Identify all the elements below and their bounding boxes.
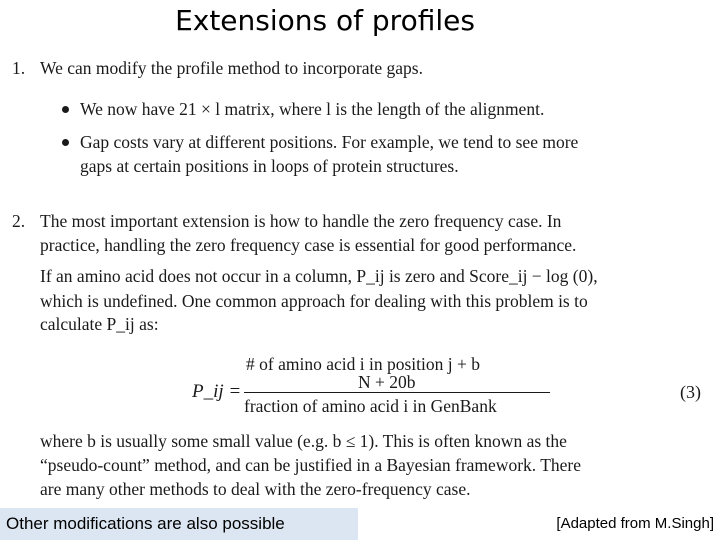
item1-bullet-2-cont: gaps at certain positions in loops of protein structures. bbox=[80, 156, 459, 176]
bullet-dot-1 bbox=[62, 106, 69, 113]
equation-number: (3) bbox=[680, 382, 701, 402]
item2-line-4: which is undefined. One common approach for dealing with this problem is to bbox=[40, 291, 588, 311]
item1-number: 1. bbox=[12, 58, 26, 78]
item2-number: 2. bbox=[12, 211, 26, 231]
after-line-1: where b is usually some small value (e.g. b ≤ 1). This is often known as the bbox=[40, 431, 567, 451]
item1-bullet-2: Gap costs vary at different positions. For example, we tend to see more bbox=[80, 132, 579, 152]
item1-lead: We can modify the profile method to incorporate gaps. bbox=[40, 58, 423, 78]
item2-line-1: The most important extension is how to handle the zero frequency case. In bbox=[40, 211, 562, 231]
after-line-3: are many other methods to deal with the zero-frequency case. bbox=[40, 479, 471, 499]
formula-denominator: fraction of amino acid i in GenBank bbox=[244, 396, 497, 416]
slide-title: Extensions of profiles bbox=[175, 4, 475, 37]
item2-line-3: If an amino acid does not occur in a column, P_ij is zero and Score_ij − log (0), bbox=[40, 266, 598, 286]
footer-note-box: Other modifications are also possible bbox=[0, 508, 358, 540]
formula-middle: N + 20b bbox=[358, 372, 416, 392]
item2-line-2: practice, handling the zero frequency case is essential for good performance. bbox=[40, 235, 577, 255]
item1-bullet-1: We now have 21 × l matrix, where l is the length of the alignment. bbox=[80, 99, 545, 119]
bullet-dot-2 bbox=[62, 139, 69, 146]
item2-line-5: calculate P_ij as: bbox=[40, 314, 159, 334]
formula-numerator: # of amino acid i in position j + b bbox=[246, 354, 480, 374]
after-line-2: “pseudo-count” method, and can be justified in a Bayesian framework. There bbox=[40, 455, 582, 475]
formula-fraction-bar bbox=[244, 392, 550, 393]
formula-lhs: P_ij = bbox=[192, 381, 242, 402]
attribution: [Adapted from M.Singh] bbox=[556, 515, 714, 532]
